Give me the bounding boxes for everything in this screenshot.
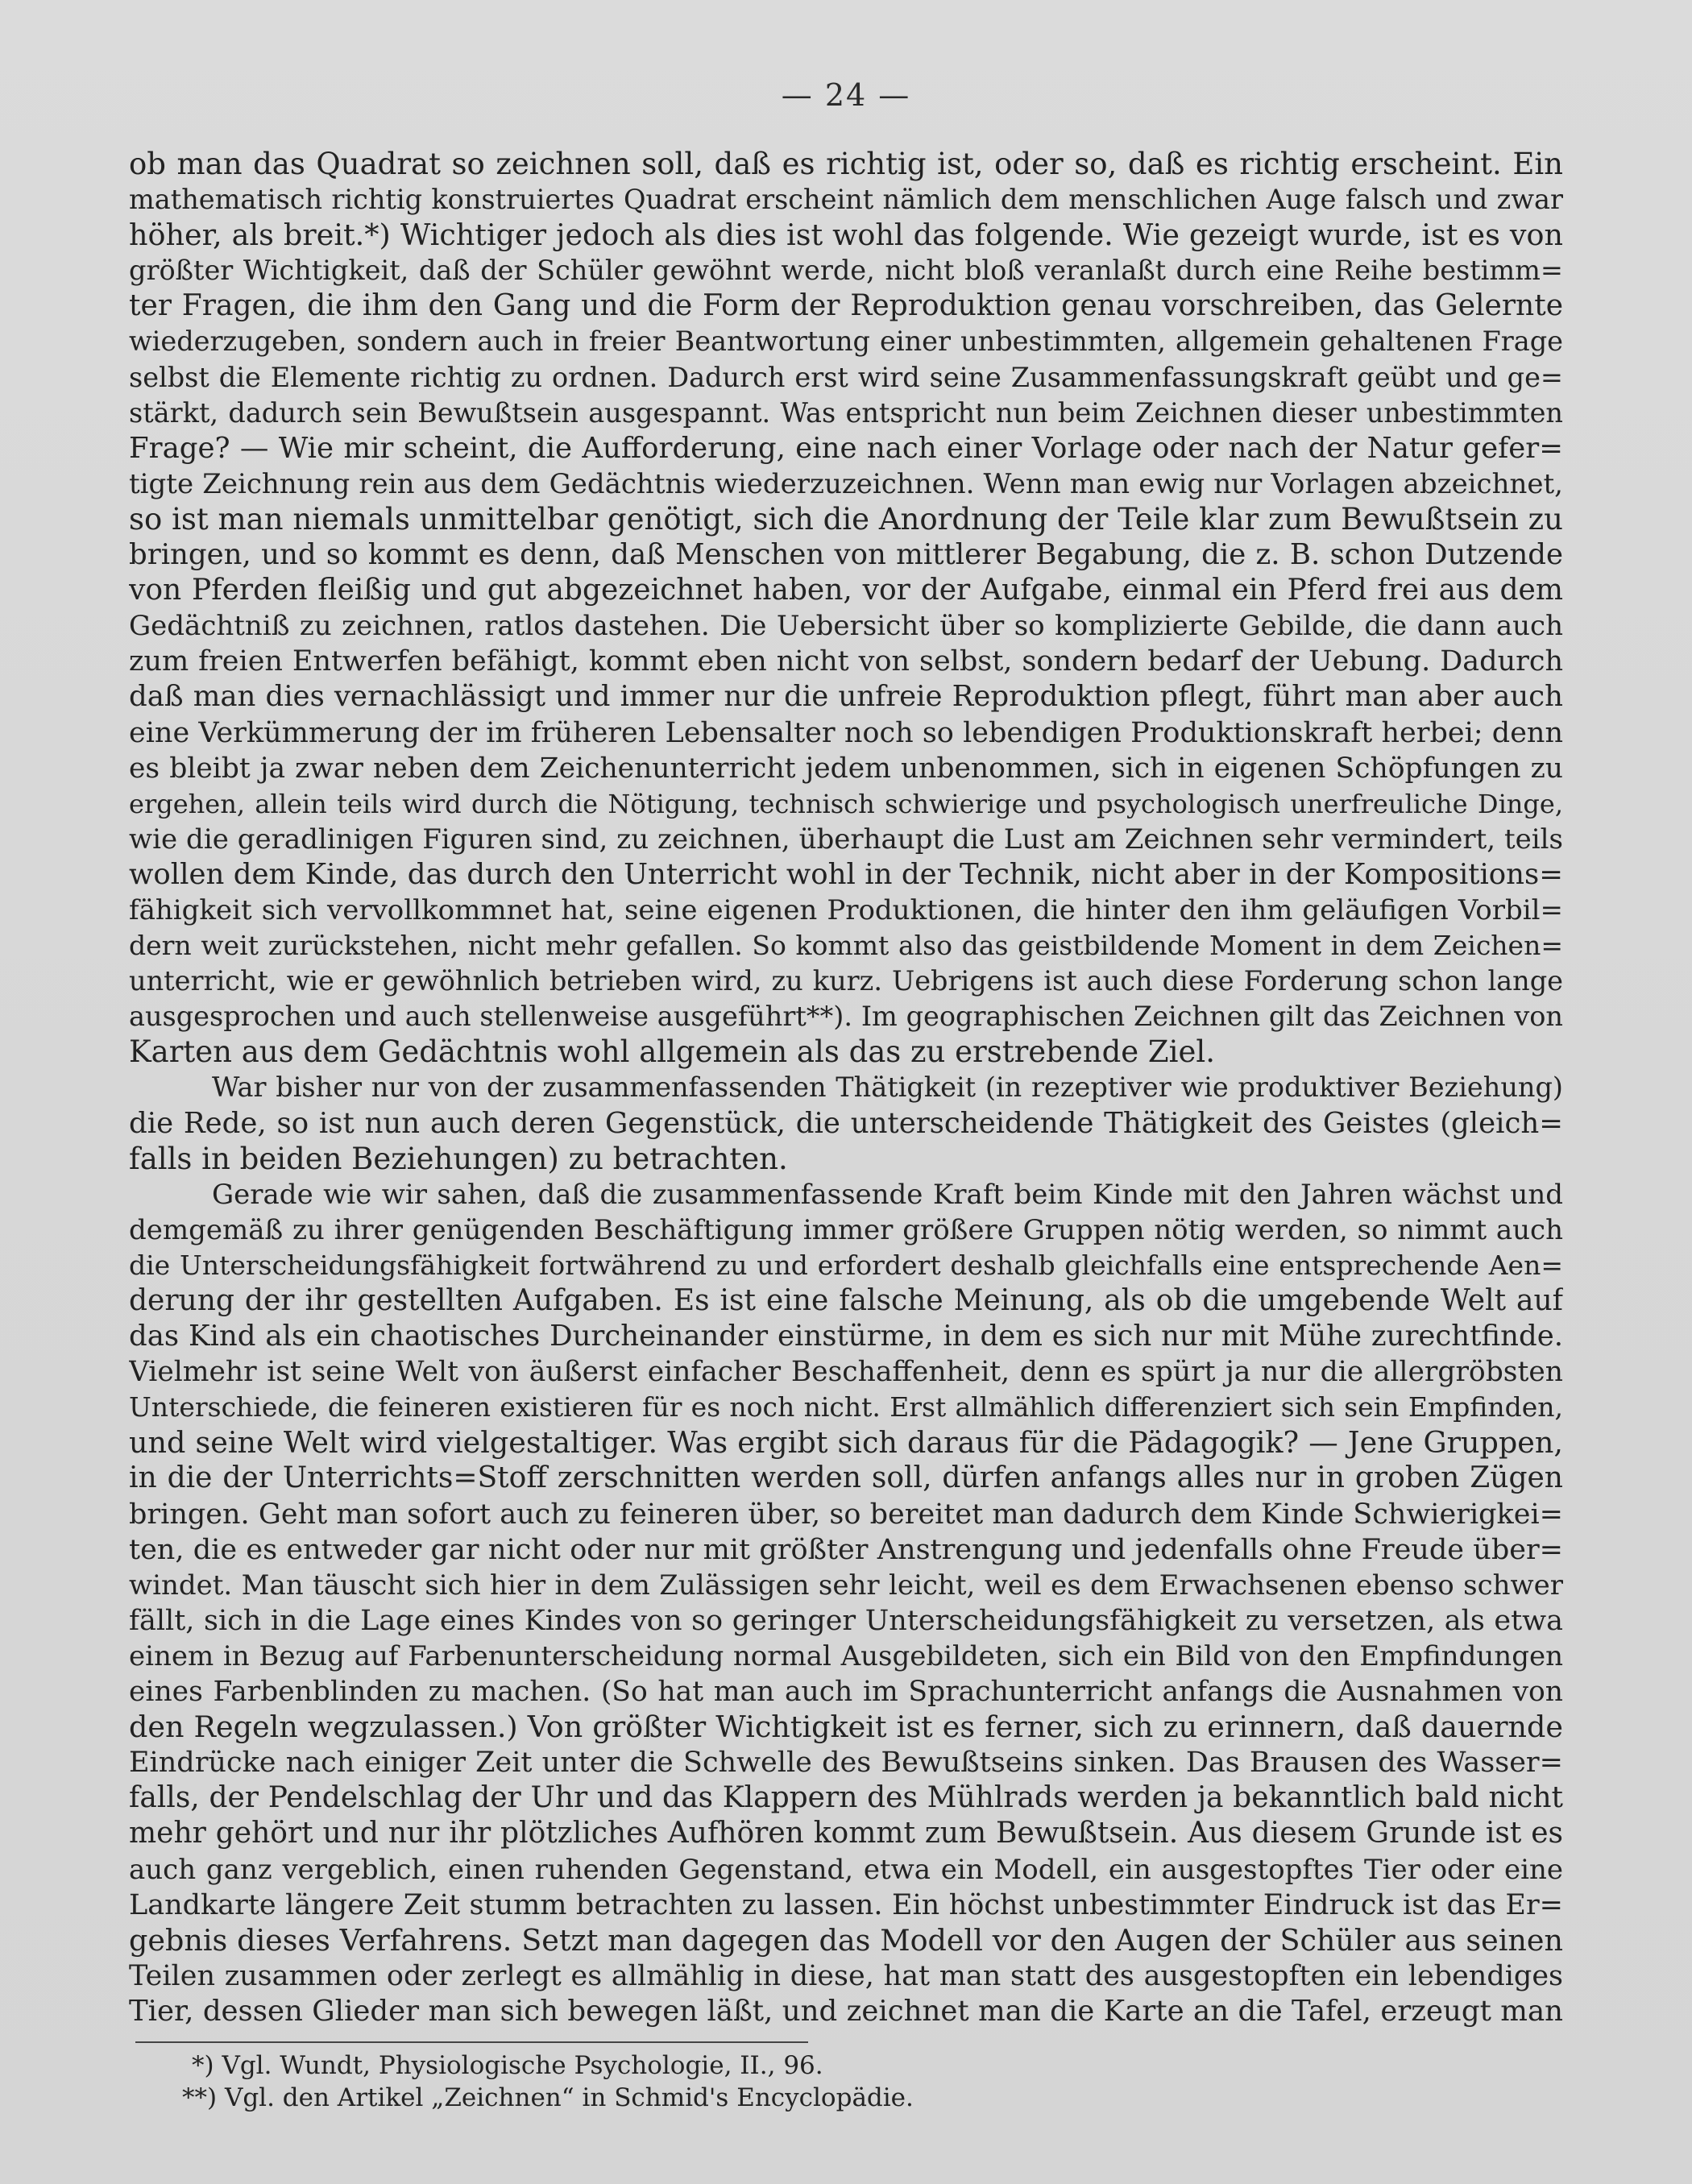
text-line: Eindrücke nach einiger Zeit unter die Schwelle des Bewußtseins sinken. Das Brausen des Wasser= bbox=[129, 1747, 1563, 1780]
text-line: ter Fragen, die ihm den Gang und die Form der Reproduktion genau vorschreiben, das Gelernte bbox=[129, 289, 1563, 323]
text-line: es bleibt ja zwar neben dem Zeichenunterricht jedem unbenommen, sich in eigenen Schöpfungen zu bbox=[129, 752, 1563, 785]
text-line: fällt, sich in die Lage eines Kindes von so geringer Unterscheidungsfähigkeit zu versetzen, als etwa bbox=[129, 1604, 1563, 1637]
text-line: das Kind als ein chaotisches Durcheinander einstürme, in dem es sich nur mit Mühe zurechtfinde. bbox=[129, 1320, 1563, 1353]
text-line: tigte Zeichnung rein aus dem Gedächtnis wiederzuzeichnen. Wenn man ewig nur Vorlagen abzeichnet, bbox=[129, 467, 1563, 500]
text-line: bringen. Geht man sofort auch zu feineren über, so bereitet man dadurch dem Kinde Schwierigkei= bbox=[129, 1498, 1563, 1531]
text-line: fähigkeit sich vervollkommnet hat, seine eigenen Produktionen, die hinter den ihm geläufigen Vorbil= bbox=[129, 893, 1563, 926]
text-line: einem in Bezug auf Farbenunterscheidung normal Ausgebildeten, sich ein Bild von den Empfindungen bbox=[129, 1639, 1563, 1672]
text-line: eines Farbenblinden zu machen. (So hat man auch im Sprachunterricht anfangs die Ausnahmen von bbox=[129, 1676, 1563, 1709]
text-line: dern weit zurückstehen, nicht mehr gefallen. So kommt also das geistbildende Moment in dem Zeichen= bbox=[129, 930, 1563, 962]
text-line: gebnis dieses Verfahrens. Setzt man dagegen das Modell vor den Augen der Schüler aus seinen bbox=[129, 1922, 1563, 1958]
text-line: zum freien Entwerfen befähigt, kommt eben nicht von selbst, sondern bedarf der Uebung. Dadurch bbox=[129, 645, 1563, 678]
body-text bbox=[129, 147, 1563, 2029]
text-line: eine Verkümmerung der im früheren Lebensalter noch so lebendigen Produktionskraft herbei; denn bbox=[129, 716, 1563, 749]
footnote-2: **) Vgl. den Artikel „Zeichnen“ in Schmid's Encyclopädie. bbox=[182, 2083, 914, 2112]
text-line: ten, die es entweder gar nicht oder nur mit größter Anstrengung und jedenfalls ohne Freude über= bbox=[129, 1533, 1563, 1566]
text-line: Gerade wie wir sahen, daß die zusammenfassende Kraft beim Kinde mit den Jahren wächst und bbox=[212, 1178, 1563, 1211]
text-line: wiederzugeben, sondern auch in freier Beantwortung einer unbestimmten, allgemein gehaltenen Frage bbox=[129, 325, 1563, 358]
text-line: falls in beiden Beziehungen) zu betrachten. bbox=[129, 1141, 788, 1176]
text-line: die Rede, so ist nun auch deren Gegenstück, die unterscheidende Thätigkeit des Geistes (gleich= bbox=[129, 1106, 1563, 1140]
text-line: höher, als breit.*) Wichtiger jedoch als dies ist wohl das folgende. Wie gezeigt wurde, ist es von bbox=[129, 218, 1563, 253]
text-line: Karten aus dem Gedächtnis wohl allgemein als das zu erstrebende Ziel. bbox=[129, 1034, 1215, 1070]
text-line: und seine Welt wird vielgestaltiger. Was ergibt sich daraus für die Pädagogik? — Jene Gruppen, bbox=[129, 1425, 1563, 1461]
footnote-1: *) Vgl. Wundt, Physiologische Psychologie, II., 96. bbox=[192, 2051, 823, 2080]
page-number: — 24 — bbox=[781, 77, 911, 113]
text-line: Gedächtniß zu zeichnen, ratlos dastehen. Die Uebersicht über so komplizierte Gebilde, die dann auch bbox=[129, 610, 1563, 643]
text-line: ergehen, allein teils wird durch die Nötigung, technisch schwierige und psychologisch unerfreuliche Dinge, bbox=[129, 788, 1563, 819]
text-line: in die der Unterrichts=Stoff zerschnitten werden soll, dürfen anfangs alles nur in groben Zügen bbox=[129, 1461, 1563, 1495]
text-line: falls, der Pendelschlag der Uhr und das Klappern des Mühlrads werden ja bekanntlich bald nicht bbox=[129, 1781, 1563, 1815]
text-line: ob man das Quadrat so zeichnen soll, daß es richtig ist, oder so, daß es richtig erscheint. Ein bbox=[129, 147, 1563, 181]
text-line: daß man dies vernachlässigt und immer nur die unfreie Reproduktion pflegt, führt man aber auch bbox=[129, 680, 1563, 714]
footnotes bbox=[182, 2049, 1400, 2114]
text-line: auch ganz vergeblich, einen ruhenden Gegenstand, etwa ein Modell, ein ausgestopftes Tier oder eine bbox=[129, 1853, 1563, 1886]
text-line: Vielmehr ist seine Welt von äußerst einfacher Beschaffenheit, denn es spürt ja nur die allergröbsten bbox=[129, 1356, 1563, 1389]
text-line: mathematisch richtig konstruiertes Quadrat erscheint nämlich dem menschlichen Auge falsch und zwar bbox=[129, 184, 1563, 216]
text-line: von Pferden fleißig und gut abgezeichnet haben, vor der Aufgabe, einmal ein Pferd frei aus dem bbox=[129, 574, 1563, 607]
text-line: die Unterscheidungsfähigkeit fortwährend zu und erfordert deshalb gleichfalls eine entsprechende Aen= bbox=[129, 1249, 1563, 1281]
text-line: War bisher nur von der zusammenfassenden Thätigkeit (in rezeptiver wie produktiver Beziehung) bbox=[212, 1071, 1563, 1104]
text-line: ausgesprochen und auch stellenweise ausgeführt**). Im geographischen Zeichnen gilt das Zeichnen von bbox=[129, 1001, 1563, 1033]
text-line: Tier, dessen Glieder man sich bewegen läßt, und zeichnet man die Karte an die Tafel, erzeugt man bbox=[129, 1994, 1563, 2028]
footnote-divider bbox=[135, 2041, 808, 2043]
text-line: größter Wichtigkeit, daß der Schüler gewöhnt werde, nicht bloß veranlaßt durch eine Reihe bestimm= bbox=[129, 255, 1563, 287]
text-line: den Regeln wegzulassen.) Von größter Wichtigkeit ist es ferner, sich zu erinnern, daß dauernde bbox=[129, 1709, 1563, 1745]
text-line: demgemäß zu ihrer genügenden Beschäftigung immer größere Gruppen nötig werden, so nimmt auch bbox=[129, 1213, 1563, 1246]
text-line: mehr gehört und nur ihr plötzliches Aufhören kommt zum Bewußtsein. Aus diesem Grunde ist es bbox=[129, 1817, 1563, 1850]
text-line: wie die geradlinigen Figuren sind, zu zeichnen, überhaupt die Lust am Zeichnen sehr vermindert, teils bbox=[129, 823, 1563, 856]
text-line: Frage? — Wie mir scheint, die Aufforderung, eine nach einer Vorlage oder nach der Natur gefer= bbox=[129, 431, 1563, 465]
text-line: Unterschiede, die feineren existieren für es noch nicht. Erst allmählich differenziert sich sein Empfinden, bbox=[129, 1391, 1563, 1424]
text-line: unterricht, wie er gewöhnlich betrieben wird, zu kurz. Uebrigens ist auch diese Forderung schon lange bbox=[129, 965, 1563, 997]
text-line: Teilen zusammen oder zerlegt es allmählig in diese, hat man statt des ausgestopften ein lebendiges bbox=[129, 1959, 1563, 1992]
text-line: stärkt, dadurch sein Bewußtsein ausgespannt. Was entspricht nun beim Zeichnen dieser unbestimmten bbox=[129, 396, 1563, 429]
text-line: so ist man niemals unmittelbar genötigt, sich die Anordnung der Teile klar zum Bewußtsein zu bbox=[129, 501, 1563, 537]
text-line: Landkarte längere Zeit stumm betrachten zu lassen. Ein höchst unbestimmter Eindruck ist das Er= bbox=[129, 1888, 1563, 1921]
text-line: bringen, und so kommt es denn, daß Menschen von mittlerer Begabung, die z. B. schon Dutzende bbox=[129, 538, 1563, 572]
text-line: wollen dem Kinde, das durch den Unterricht wohl in der Technik, nicht aber in der Kompositions= bbox=[129, 857, 1563, 891]
text-line: derung der ihr gestellten Aufgaben. Es ist eine falsche Meinung, als ob die umgebende Welt auf bbox=[129, 1284, 1563, 1317]
text-line: selbst die Elemente richtig zu ordnen. Dadurch erst wird seine Zusammenfassungskraft geübt und ge= bbox=[129, 361, 1563, 393]
text-line: windet. Man täuscht sich hier in dem Zulässigen sehr leicht, weil es dem Erwachsenen ebenso schwer bbox=[129, 1569, 1563, 1602]
